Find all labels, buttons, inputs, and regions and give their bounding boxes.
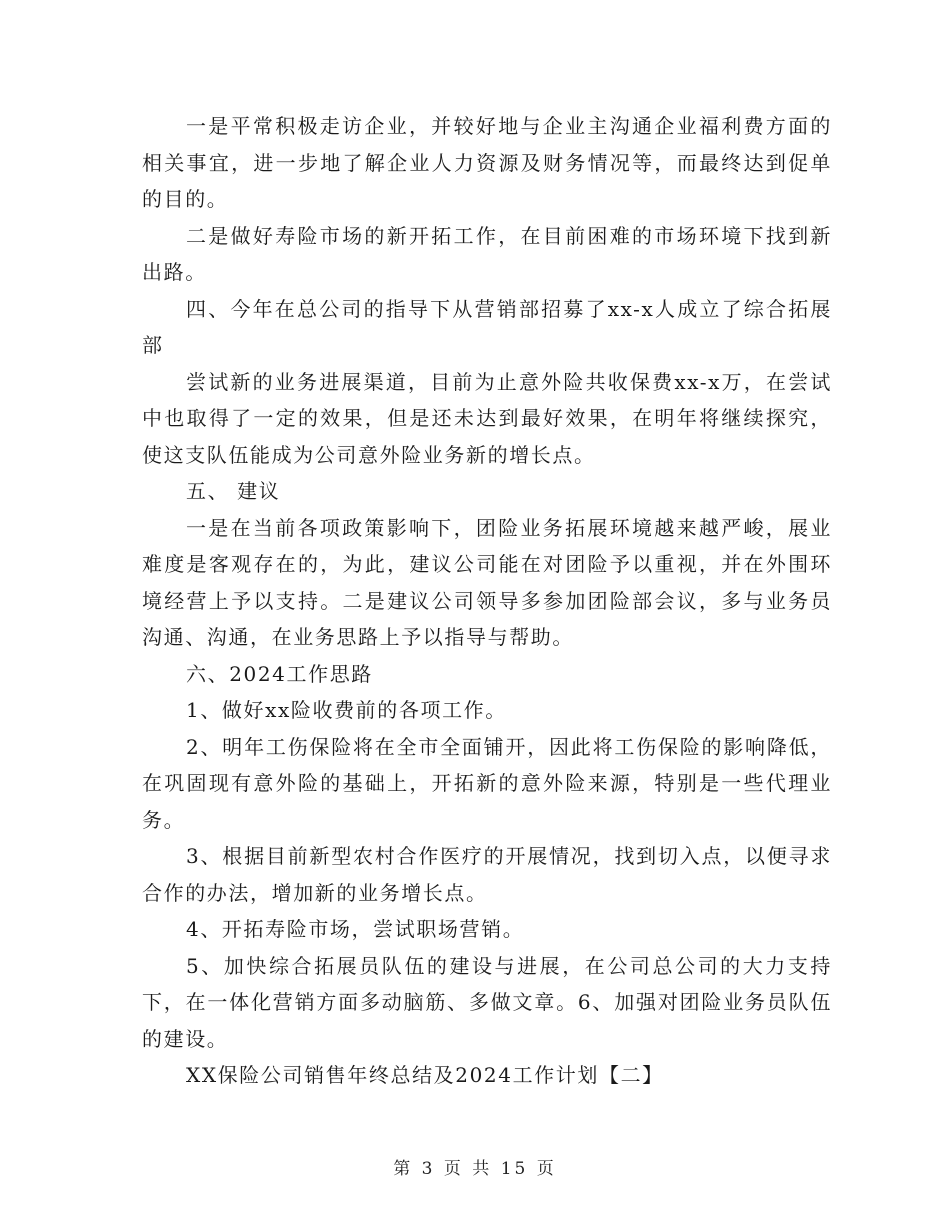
list-item-4: 4、开拓寿险市场，尝试职场营销。 [186,917,525,941]
paragraph-4: 一是在当前各项政策影响下，团险业务拓展环境越来越严峻，展业难度是客观存在的，为此，建议公司能在对团险予以重视，并在外围环境经营上予以支持。二是建议公司领导多参加团险部会议，多与业务员沟通、沟通，在业务思路上予以指导与帮助。 [142,515,832,649]
list-item-3: 3、根据目前新型农村合作医疗的开展情况，找到切入点，以便寻求合作的办法，增加新的业务增长点。 [142,844,832,905]
section-heading-6: 六、2024工作思路 [186,661,373,686]
section-heading-5: 五、 建议 [186,479,281,503]
paragraph-2: 二是做好寿险市场的新开拓工作，在目前困难的市场环境下找到新出路。 [142,223,832,284]
document-subtitle: XX保险公司销售年终总结及2024工作计划【二】 [186,1063,664,1087]
paragraph-3: 尝试新的业务进展渠道，目前为止意外险共收保费xx-x万，在尝试中也取得了一定的效果，但是还未达到最好效果，在明年将继续探究，使这支队伍能成为公司意外险业务新的增长点。 [142,369,832,467]
list-item-1: 1、做好xx险收费前的各项工作。 [186,698,507,722]
list-item-5: 5、加快综合拓展员队伍的建设与进展，在公司总公司的大力支持下，在一体化营销方面多动脑筋、多做文章。6、加强对团险业务员队伍的建设。 [142,953,832,1051]
paragraph-1: 一是平常积极走访企业，并较好地与企业主沟通企业福利费方面的相关事宜，进一步地了解企业人力资源及财务情况等，而最终达到促单的目的。 [142,114,832,211]
section-heading-4: 四、今年在总公司的指导下从营销部招募了xx-x人成立了综合拓展部 [142,296,832,357]
page-number-footer: 第 3 页 共 15 页 [393,1159,557,1179]
list-item-2: 2、明年工伤保险将在全市全面铺开，因此将工伤保险的影响降低，在巩固现有意外险的基础上，开拓新的意外险来源，特别是一些代理业务。 [142,734,832,832]
document-body [142,108,832,1094]
